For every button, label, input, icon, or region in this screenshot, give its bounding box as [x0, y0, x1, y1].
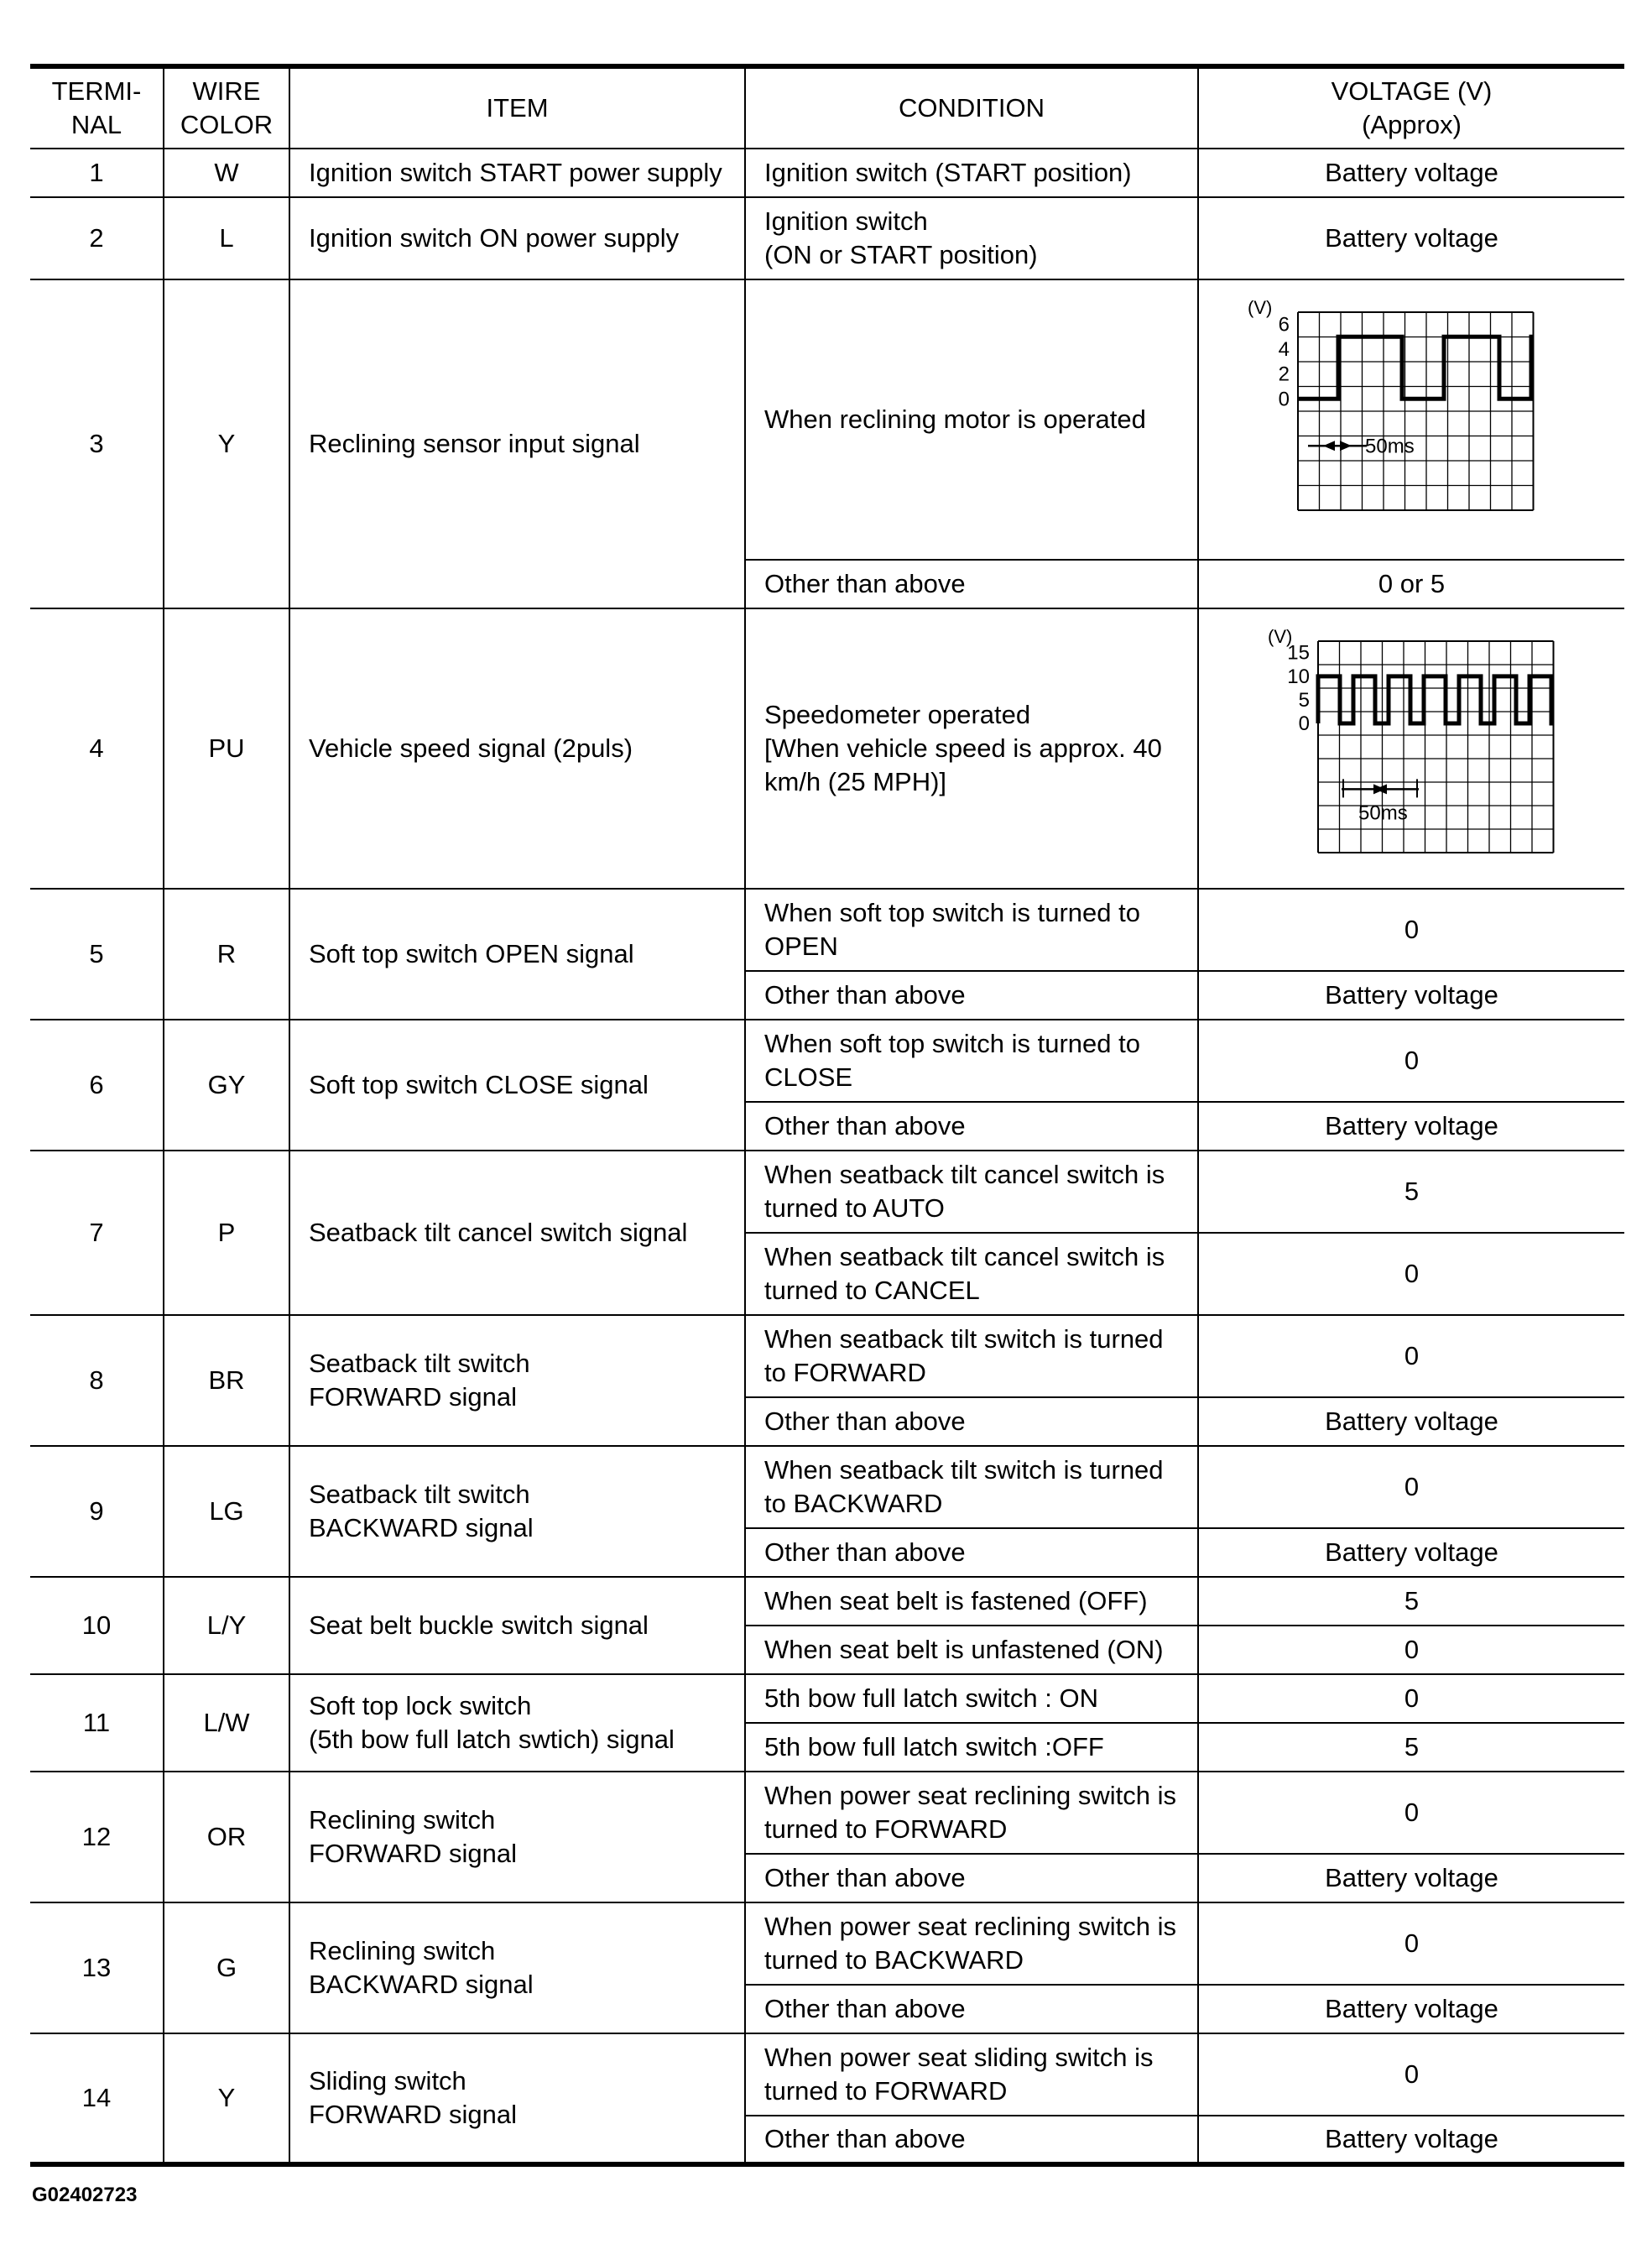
voltage-value: 0 [1198, 1674, 1624, 1723]
signal-item [289, 1902, 745, 2033]
condition-text [745, 1674, 1198, 1723]
condition-text [745, 1985, 1198, 2033]
waveform-time-label: 50ms [1364, 435, 1415, 458]
cell-line: turned to AUTO [764, 1193, 945, 1223]
terminal-number: 8 [30, 1315, 164, 1446]
terminal-number: 5 [30, 889, 164, 1020]
cell-line: Other than above [764, 1537, 966, 1567]
voltage-value: 5 [1198, 1151, 1624, 1233]
terminal-number: 14 [30, 2033, 164, 2164]
signal-item [289, 1020, 745, 1151]
table-row [30, 149, 1624, 197]
cell-line: turned to CANCEL [764, 1276, 980, 1305]
cell-line: When soft top switch is turned to [764, 898, 1140, 927]
cell-line: turned to FORWARD [764, 1814, 1008, 1844]
voltage-value: 0 [1198, 1626, 1624, 1674]
signal-item [289, 1772, 745, 1902]
table-row [30, 279, 1624, 560]
cell-line: Soft top switch OPEN signal [309, 939, 634, 968]
voltage-value: 0 or 5 [1198, 560, 1624, 608]
condition-text [745, 1151, 1198, 1233]
condition-text [745, 2033, 1198, 2116]
voltage-value: 0 [1198, 2033, 1624, 2116]
cell-line: When reclining motor is operated [764, 404, 1146, 434]
condition-text [745, 1902, 1198, 1985]
cell-line: When seatback tilt cancel switch is [764, 1242, 1165, 1271]
cell-line: When power seat sliding switch is [764, 2043, 1154, 2072]
cell-line: Vehicle speed signal (2puls) [309, 733, 633, 763]
cell-line: [When vehicle speed is approx. 40 [764, 733, 1162, 763]
cell-line: Other than above [764, 569, 966, 598]
voltage-value [1198, 608, 1624, 889]
terminal-number: 10 [30, 1577, 164, 1674]
wire-color: PU [164, 608, 289, 889]
cell-line: 5th bow full latch switch :OFF [764, 1732, 1104, 1761]
header-wire-color: WIRE COLOR [164, 66, 289, 149]
cell-line: FORWARD signal [309, 1839, 518, 1868]
signal-item [289, 1674, 745, 1772]
cell-line: to FORWARD [764, 1358, 926, 1387]
signal-item [289, 2033, 745, 2164]
cell-line: When seatback tilt switch is turned [764, 1455, 1164, 1485]
header-condition: CONDITION [745, 66, 1198, 149]
voltage-value: 5 [1198, 1577, 1624, 1626]
cell-line: Other than above [764, 980, 966, 1010]
signal-item [289, 889, 745, 1020]
cell-line: When seatback tilt cancel switch is [764, 1160, 1165, 1189]
signal-item [289, 1577, 745, 1674]
cell-line: Speedometer operated [764, 700, 1031, 729]
cell-line: Seat belt buckle switch signal [309, 1610, 649, 1640]
cell-line: Reclining switch [309, 1936, 496, 1965]
cell-line: (5th bow full latch swtich) signal [309, 1725, 675, 1754]
wire-color: L/Y [164, 1577, 289, 1674]
wire-color: L [164, 197, 289, 279]
cell-line: Ignition switch [764, 206, 928, 236]
wire-color: Y [164, 279, 289, 608]
terminal-number: 4 [30, 608, 164, 889]
cell-line: Sliding switch [309, 2066, 466, 2095]
table-row [30, 889, 1624, 971]
table-row [30, 1020, 1624, 1102]
signal-item [289, 197, 745, 279]
condition-text [745, 1315, 1198, 1397]
condition-text [745, 560, 1198, 608]
condition-text [745, 1528, 1198, 1577]
waveform-unit-label: (V) [1247, 297, 1272, 318]
table-row [30, 1902, 1624, 1985]
voltage-value: 0 [1198, 1902, 1624, 1985]
cell-line: Soft top switch CLOSE signal [309, 1070, 649, 1099]
cell-line: When power seat reclining switch is [764, 1781, 1177, 1810]
cell-line: Soft top lock switch [309, 1691, 532, 1720]
signal-item [289, 1151, 745, 1315]
voltage-value: Battery voltage [1198, 1397, 1624, 1446]
voltage-value: 0 [1198, 1233, 1624, 1315]
condition-text [745, 1397, 1198, 1446]
cell-line: Other than above [764, 1863, 966, 1892]
condition-text [745, 1020, 1198, 1102]
voltage-value: Battery voltage [1198, 1528, 1624, 1577]
reclining-waveform-graph [1227, 294, 1597, 545]
cell-line: When seatback tilt switch is turned [764, 1324, 1164, 1354]
wire-color: LG [164, 1446, 289, 1577]
wire-color: P [164, 1151, 289, 1315]
cell-line: When seat belt is fastened (OFF) [764, 1586, 1148, 1615]
voltage-value: Battery voltage [1198, 197, 1624, 279]
cell-line: OPEN [764, 932, 838, 961]
signal-item [289, 149, 745, 197]
cell-line: FORWARD signal [309, 1382, 518, 1412]
header-voltage: VOLTAGE (V) (Approx) [1198, 66, 1624, 149]
voltage-value: Battery voltage [1198, 1854, 1624, 1902]
wire-color: OR [164, 1772, 289, 1902]
waveform-tick-label: 6 [1278, 313, 1290, 337]
condition-text [745, 889, 1198, 971]
waveform-signal-line [1298, 337, 1534, 399]
condition-text [745, 1446, 1198, 1528]
header-row [30, 66, 1624, 149]
terminal-table [30, 64, 1624, 2167]
voltage-value: 0 [1198, 1446, 1624, 1528]
cell-line: (ON or START position) [764, 240, 1038, 269]
condition-text [745, 1854, 1198, 1902]
cell-line: Seatback tilt cancel switch signal [309, 1218, 688, 1247]
cell-line: Other than above [764, 2124, 966, 2153]
cell-line: BACKWARD signal [309, 1513, 534, 1542]
cell-line: Seatback tilt switch [309, 1480, 530, 1509]
cell-line: Other than above [764, 1111, 966, 1140]
cell-line: BACKWARD signal [309, 1970, 534, 1999]
voltage-value: 0 [1198, 1315, 1624, 1397]
wire-color: L/W [164, 1674, 289, 1772]
voltage-value: 0 [1198, 889, 1624, 971]
wire-color: R [164, 889, 289, 1020]
cell-line: Ignition switch (START position) [764, 158, 1132, 187]
wire-color: GY [164, 1020, 289, 1151]
cell-line: When soft top switch is turned to [764, 1029, 1140, 1058]
table-row [30, 2033, 1624, 2116]
waveform-signal-line [1318, 676, 1554, 723]
condition-text [745, 1233, 1198, 1315]
cell-line: Seatback tilt switch [309, 1349, 530, 1378]
header-terminal: TERMI- NAL [30, 66, 164, 149]
terminal-number: 9 [30, 1446, 164, 1577]
cell-line: When seat belt is unfastened (ON) [764, 1635, 1164, 1664]
voltage-value: 0 [1198, 1020, 1624, 1102]
speed-waveform-graph [1227, 623, 1597, 874]
table-row [30, 1315, 1624, 1397]
terminal-number: 2 [30, 197, 164, 279]
voltage-value: 5 [1198, 1723, 1624, 1772]
voltage-value: Battery voltage [1198, 1985, 1624, 2033]
waveform-tick-label: 5 [1298, 688, 1310, 712]
cell-line: turned to BACKWARD [764, 1945, 1024, 1975]
waveform-tick-label: 10 [1286, 665, 1310, 688]
voltage-value: 0 [1198, 1772, 1624, 1854]
waveform-tick-label: 15 [1286, 641, 1310, 665]
condition-text [745, 1723, 1198, 1772]
voltage-value: Battery voltage [1198, 1102, 1624, 1151]
table-row [30, 1151, 1624, 1233]
waveform-time-label: 50ms [1358, 801, 1408, 825]
waveform-tick-label: 0 [1278, 388, 1290, 411]
cell-line: km/h (25 MPH)] [764, 767, 947, 796]
terminal-number: 7 [30, 1151, 164, 1315]
cell-line: Reclining sensor input signal [309, 429, 640, 458]
condition-text [745, 149, 1198, 197]
condition-text [745, 971, 1198, 1020]
waveform-unit-label: (V) [1267, 626, 1292, 647]
terminal-number: 11 [30, 1674, 164, 1772]
terminal-number: 6 [30, 1020, 164, 1151]
condition-text [745, 608, 1198, 889]
signal-item [289, 1446, 745, 1577]
header-item: ITEM [289, 66, 745, 149]
cell-line: Reclining switch [309, 1805, 496, 1834]
table-row [30, 1577, 1624, 1626]
terminal-number: 13 [30, 1902, 164, 2033]
signal-item [289, 608, 745, 889]
table-body [30, 149, 1624, 2164]
voltage-value [1198, 279, 1624, 560]
condition-text [745, 197, 1198, 279]
figure-id: G02402723 [32, 2184, 138, 2206]
wire-color: Y [164, 2033, 289, 2164]
signal-item [289, 1315, 745, 1446]
table-row [30, 1446, 1624, 1528]
wire-color: BR [164, 1315, 289, 1446]
terminal-voltage-sheet [30, 64, 1624, 2167]
wire-color: G [164, 1902, 289, 2033]
cell-line: CLOSE [764, 1062, 853, 1092]
cell-line: 5th bow full latch switch : ON [764, 1683, 1098, 1713]
waveform-tick-label: 4 [1278, 338, 1290, 362]
condition-text [745, 1102, 1198, 1151]
cell-line: to BACKWARD [764, 1489, 943, 1518]
wire-color: W [164, 149, 289, 197]
terminal-number: 3 [30, 279, 164, 608]
cell-line: turned to FORWARD [764, 2076, 1008, 2106]
condition-text [745, 2116, 1198, 2164]
cell-line: Other than above [764, 1994, 966, 2023]
cell-line: Other than above [764, 1406, 966, 1436]
waveform-tick-label: 2 [1278, 363, 1290, 386]
table-row [30, 1772, 1624, 1854]
table-row [30, 1674, 1624, 1723]
condition-text [745, 1577, 1198, 1626]
cell-line: Ignition switch START power supply [309, 158, 722, 187]
cell-line: FORWARD signal [309, 2100, 518, 2129]
signal-item [289, 279, 745, 608]
terminal-number: 1 [30, 149, 164, 197]
condition-text [745, 1772, 1198, 1854]
voltage-value: Battery voltage [1198, 2116, 1624, 2164]
cell-line: When power seat reclining switch is [764, 1912, 1177, 1941]
terminal-number: 12 [30, 1772, 164, 1902]
waveform-tick-label: 0 [1298, 712, 1310, 735]
voltage-value: Battery voltage [1198, 971, 1624, 1020]
table-row [30, 197, 1624, 279]
table-row [30, 608, 1624, 889]
cell-line: Ignition switch ON power supply [309, 223, 680, 253]
condition-text [745, 1626, 1198, 1674]
condition-text [745, 279, 1198, 560]
voltage-value: Battery voltage [1198, 149, 1624, 197]
